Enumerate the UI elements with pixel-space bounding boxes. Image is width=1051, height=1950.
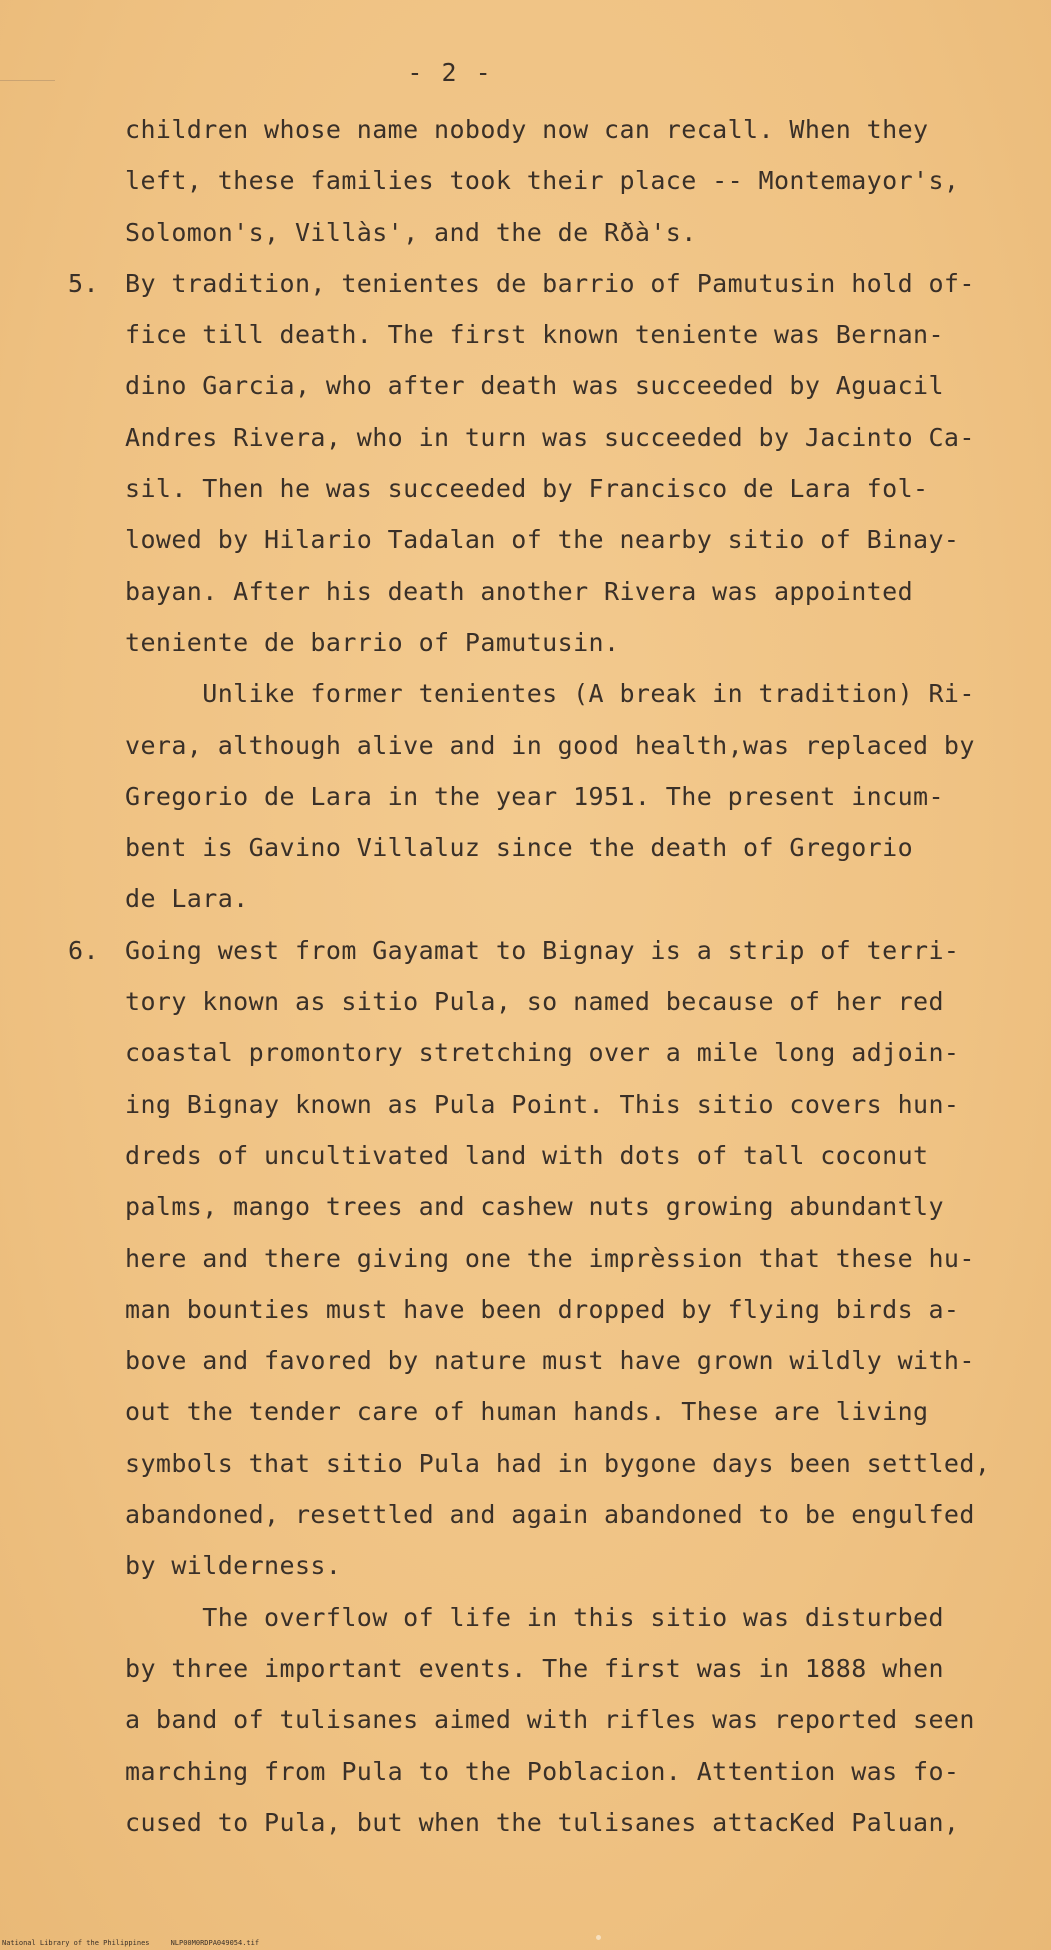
text-line [125, 1540, 1005, 1591]
text-line [125, 463, 1005, 514]
line-text: sil. Then he was succeeded by Francisco de Lara fol- [125, 474, 929, 504]
line-text: left, these families took their place -- Montemayor's, [125, 166, 960, 196]
line-text: Andres Rivera, who in turn was succeeded by Jacinto Ca- [125, 422, 975, 452]
line-text: bent is Gavino Villaluz since the death of Gregorio [125, 833, 914, 863]
text-line [125, 1130, 1005, 1181]
line-text: by three important events. The first was in 1888 when [125, 1653, 944, 1683]
scan-footer: National Library of the Philippines NLP00M0RDPA049054.tif [2, 1939, 260, 1947]
text-line [125, 412, 1005, 463]
line-text: Unlike former tenientes (A break in tradition) Ri- [125, 679, 975, 709]
page-number: - 2 - [407, 58, 493, 87]
text-line [68, 925, 1005, 976]
text-line [125, 1181, 1005, 1232]
body-text [68, 104, 1005, 1848]
line-text: Gregorio de Lara in the year 1951. The present incum- [125, 781, 944, 811]
text-line [125, 566, 1005, 617]
text-line [68, 258, 1005, 309]
line-text: man bounties must have been dropped by flying birds a- [125, 1294, 960, 1324]
line-text: abandoned, resettled and again abandoned to be engulfed [125, 1500, 975, 1530]
line-text: palms, mango trees and cashew nuts growing abundantly [125, 1192, 944, 1222]
text-line [125, 873, 1005, 924]
text-line [125, 1079, 1005, 1130]
line-text: marching from Pula to the Poblacion. Attention was fo- [125, 1756, 960, 1786]
text-line [125, 1643, 1005, 1694]
text-line [125, 617, 1005, 668]
line-text: bove and favored by nature must have grown wildly with- [125, 1346, 975, 1376]
line-text: here and there giving one the imprèssion that these hu- [125, 1243, 975, 1273]
line-text: vera, although alive and in good health,was replaced by [125, 730, 975, 760]
line-text: cused to Pula, but when the tulisanes attacKed Paluan, [125, 1807, 960, 1837]
text-line [125, 1233, 1005, 1284]
text-line [125, 1694, 1005, 1745]
line-text: Solomon's, Villàs', and the de Rðà's. [125, 217, 697, 247]
section-number: 6. [68, 935, 99, 965]
line-text: teniente de barrio of Pamutusin. [125, 627, 620, 657]
text-line [125, 155, 1005, 206]
text-line [125, 207, 1005, 258]
text-line [125, 976, 1005, 1027]
line-text: de Lara. [125, 884, 249, 914]
line-text: tory known as sitio Pula, so named because of her red [125, 987, 944, 1017]
paper-blemish [596, 1935, 601, 1940]
text-line [125, 360, 1005, 411]
text-line [125, 771, 1005, 822]
line-text: by wilderness. [125, 1551, 342, 1581]
line-text: dreds of uncultivated land with dots of tall coconut [125, 1140, 929, 1170]
text-line [125, 1489, 1005, 1540]
text-line [125, 1797, 1005, 1848]
text-line [125, 1027, 1005, 1078]
text-line [125, 668, 1005, 719]
line-text: lowed by Hilario Tadalan of the nearby sitio of Binay- [125, 525, 960, 555]
section-number: 5. [68, 268, 99, 298]
text-line [125, 1438, 1005, 1489]
line-text: a band of tulisanes aimed with rifles was reported seen [125, 1705, 975, 1735]
text-line [125, 720, 1005, 771]
line-text: coastal promontory stretching over a mile long adjoin- [125, 1038, 960, 1068]
line-text: symbols that sitio Pula had in bygone days been settled, [125, 1448, 991, 1478]
text-line [125, 1592, 1005, 1643]
text-line [125, 822, 1005, 873]
text-line [125, 1284, 1005, 1335]
line-text: By tradition, tenientes de barrio of Pamutusin hold of- [125, 268, 975, 298]
line-text: children whose name nobody now can recall. When they [125, 115, 929, 144]
text-line [125, 514, 1005, 565]
text-line [125, 1746, 1005, 1797]
text-line [125, 1335, 1005, 1386]
line-text: fice till death. The first known teniente was Bernan- [125, 320, 944, 350]
text-line [125, 1386, 1005, 1437]
line-text: The overflow of life in this sitio was disturbed [125, 1602, 944, 1632]
line-text: Going west from Gayamat to Bignay is a strip of terri- [125, 935, 960, 965]
text-line [125, 309, 1005, 360]
line-text: dino Garcia, who after death was succeeded by Aguacil [125, 371, 944, 401]
line-text: out the tender care of human hands. These are living [125, 1397, 929, 1427]
line-text: bayan. After his death another Rivera was appointed [125, 576, 914, 606]
line-text: ing Bignay known as Pula Point. This sitio covers hun- [125, 1089, 960, 1119]
text-line [125, 104, 1005, 155]
